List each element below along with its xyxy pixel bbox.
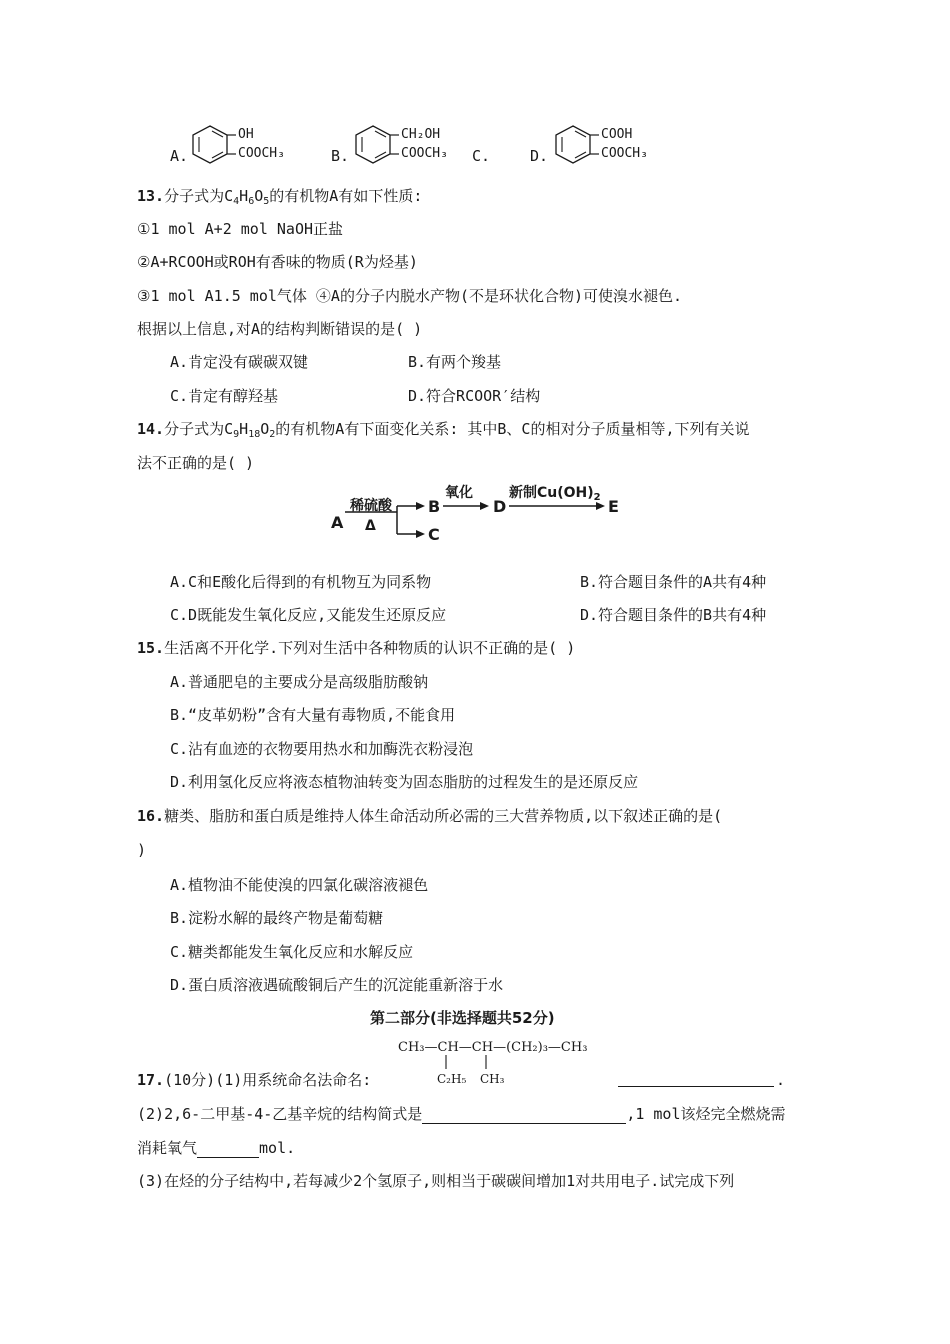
option-a-label: A. xyxy=(170,147,189,165)
q14-stem-post: 的有机物A有下面变化关系: 其中B、C的相对分子质量相等,下列有关说 xyxy=(275,420,750,438)
reaction-scheme xyxy=(325,480,635,550)
q13-stem-pre: 分子式为C xyxy=(164,187,234,205)
q13-option-b: B.有两个羧基 xyxy=(408,353,502,371)
q14-formula-c-count: 9 xyxy=(233,429,240,440)
q14-stem xyxy=(137,419,750,445)
q17-part-1 xyxy=(137,1070,371,1090)
scheme-reagent-oxidation: 氧化 xyxy=(445,485,473,501)
q16-option-a: A.植物油不能使溴的四氯化碳溶液褪色 xyxy=(170,876,429,894)
q17-answer-blank-3[interactable] xyxy=(197,1141,259,1158)
scheme-compound-a: A xyxy=(331,513,344,532)
option-b-substituent-1: CH₂OH xyxy=(401,127,441,142)
q16-stem-line-2: ) xyxy=(137,841,147,859)
q13-option-a: A.肯定没有碳碳双键 xyxy=(170,353,309,371)
scheme-compound-d: D xyxy=(493,497,507,516)
option-a-substituent-2: COOCH₃ xyxy=(238,146,285,161)
q17-part-2-post: ,1 mol该烃完全燃烧需 xyxy=(626,1105,786,1123)
q14-option-c: C.D既能发生氧化反应,又能发生还原反应 xyxy=(170,606,447,624)
q14-formula-h: H xyxy=(239,420,249,438)
option-d-substituent-1: COOH xyxy=(601,127,633,142)
q13-number: 13. xyxy=(137,187,165,205)
q17-answer-blank-2[interactable] xyxy=(422,1107,626,1124)
q15-stem xyxy=(137,638,575,658)
option-a-substituent-1: OH xyxy=(238,127,254,142)
q13-formula-o-count: 5 xyxy=(263,196,270,207)
q13-stem-post: 的有机物A有如下性质: xyxy=(269,187,423,205)
option-d-substituent-2: COOCH₃ xyxy=(601,146,648,161)
q17-part-2-pre: (2)2,6-二甲基-4-乙基辛烷的结构简式是 xyxy=(137,1105,423,1123)
q17-structure-main-chain: CH₃—CH—CH—(CH₂)₃—CH₃ xyxy=(398,1040,588,1055)
scheme-compound-b: B xyxy=(428,497,441,516)
q13-formula-o: O xyxy=(254,187,264,205)
q14-formula-o-count: 2 xyxy=(269,429,276,440)
q16-stem xyxy=(137,806,722,826)
q13-stem xyxy=(137,186,422,212)
q15-option-a: A.普通肥皂的主要成分是高级脂肪酸钠 xyxy=(170,673,429,691)
option-b-label: B. xyxy=(331,147,350,165)
q13-property-3-4: ③1 mol A1.5 mol气体 ④A的分子内脱水产物(不是环状化合物)可使溴水褪色. xyxy=(137,287,683,305)
scheme-compound-c: C xyxy=(428,525,440,544)
q16-option-c: C.糖类都能发生氧化反应和水解反应 xyxy=(170,943,414,961)
q14-stem-pre: 分子式为C xyxy=(164,420,234,438)
q14-formula-h-count: 18 xyxy=(248,429,261,440)
q15-number: 15. xyxy=(137,639,165,657)
option-c-label: C. xyxy=(472,147,491,165)
q16-option-b: B.淀粉水解的最终产物是葡萄糖 xyxy=(170,909,384,927)
q14-number: 14. xyxy=(137,420,165,438)
q13-formula-h: H xyxy=(239,187,249,205)
option-d-label: D. xyxy=(530,147,549,165)
q17-part-3: (3)在烃的分子结构中,若每减少2个氢原子,则相当于碳碳间增加1对共用电子.试完成下列 xyxy=(137,1172,735,1190)
q16-number: 16. xyxy=(137,807,165,825)
q13-option-c: C.肯定有醇羟基 xyxy=(170,387,279,405)
scheme-reagent-3-text: 新制Cu(OH) xyxy=(509,485,594,501)
q17-part-2-line-2-post: mol. xyxy=(259,1139,296,1157)
q17-part-2-line-2-pre: 消耗氧气 xyxy=(137,1139,198,1157)
q15-stem-text: 生活离不开化学.下列对生活中各种物质的认识不正确的是( ) xyxy=(164,639,576,657)
q13-property-1: ①1 mol A+2 mol NaOH正盐 xyxy=(137,220,344,238)
q15-option-c: C.沾有血迹的衣物要用热水和加酶洗衣粉浸泡 xyxy=(170,740,474,758)
option-b-substituent-2: COOCH₃ xyxy=(401,146,448,161)
section-2-title: 第二部分(非选择题共52分) xyxy=(370,1009,555,1027)
scheme-reagent-fresh-copper-hydroxide xyxy=(509,483,601,508)
scheme-compound-e: E xyxy=(608,497,619,516)
q14-option-a: A.C和E酸化后得到的有机物互为同系物 xyxy=(170,573,432,591)
q17-answer-blank-1[interactable] xyxy=(618,1070,774,1087)
q17-part-1-text: (10分)(1)用系统命名法命名: xyxy=(164,1071,372,1089)
q16-stem-text: 糖类、脂肪和蛋白质是维持人体生命活动所必需的三大营养物质,以下叙述正确的是( xyxy=(164,807,723,825)
q17-branch-methyl: CH₃ xyxy=(480,1072,505,1086)
q14-option-d: D.符合题目条件的B共有4种 xyxy=(580,606,767,624)
q13-formula-h-count: 6 xyxy=(248,196,255,207)
q13-option-d: D.符合RCOOR′结构 xyxy=(408,387,541,405)
q14-stem-line-2: 法不正确的是( ) xyxy=(137,454,255,472)
q14-option-b: B.符合题目条件的A共有4种 xyxy=(580,573,767,591)
q17-branch-ethyl: C₂H₅ xyxy=(437,1072,467,1086)
q17-number: 17. xyxy=(137,1071,165,1089)
q16-option-d: D.蛋白质溶液遇硫酸铜后产生的沉淀能重新溶于水 xyxy=(170,976,504,994)
q15-option-b: B.“皮革奶粉”含有大量有毒物质,不能食用 xyxy=(170,706,456,724)
q13-property-2: ②A+RCOOH或ROH有香味的物质(R为烃基) xyxy=(137,253,418,271)
q17-part-2-line-2 xyxy=(137,1138,295,1158)
q17-part-2 xyxy=(137,1104,786,1124)
scheme-heat-symbol: Δ xyxy=(365,518,376,534)
q17-part-1-end: . xyxy=(776,1071,786,1089)
q13-question: 根据以上信息,对A的结构判断错误的是( ) xyxy=(137,320,423,338)
q14-formula-o: O xyxy=(260,420,270,438)
q13-formula-c-count: 4 xyxy=(233,196,240,207)
scheme-reagent-dilute-sulfuric-acid: 稀硫酸 xyxy=(350,498,392,514)
scheme-reagent-3-subscript: 2 xyxy=(593,492,601,503)
q15-option-d: D.利用氢化反应将液态植物油转变为固态脂肪的过程发生的是还原反应 xyxy=(170,773,639,791)
